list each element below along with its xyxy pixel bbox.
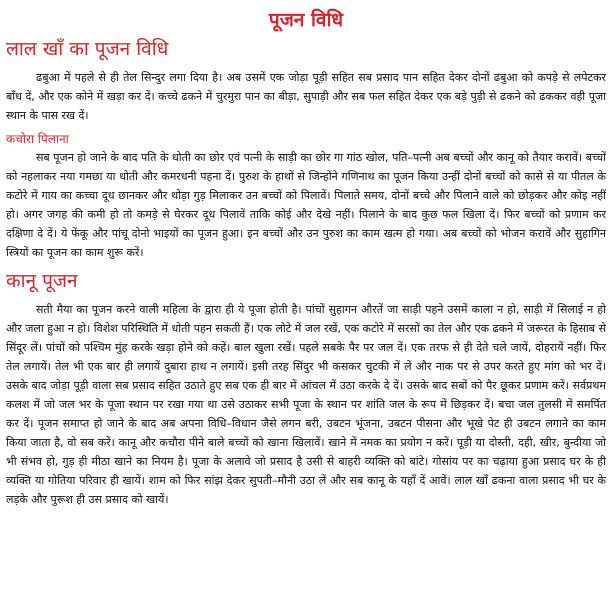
subheading-kachora-pilana: कचोरा पिलाना: [6, 132, 69, 146]
section-lal-khan-pujan: [6, 36, 606, 125]
document-title: पूजन विधि: [268, 9, 344, 31]
paragraph-kanu-pujan: सती मैया का पूजन करने वाली महिला के द्वारा ही ये पूजा होती है। पांचों सुहागन औरतें जा साड़ी पहने उसमें काला न हो, साड़ी में सिलाई न हो और जला हुआ न हो। विशेश परिस्थिति में धोती पहन सकती हैं। एक लोटे में जल रखें, एक कटोरे में सरसों का तेल और एक ढकने में जरूरत के हिसाब से सिंदूर लें। पांचों को पश्चिम मुंह करके खड़ा होने को कहें। बाल खुला रखें। पहले सबके पैर पर जल दें। एक तरफ से ही देते चले जायें, दोहरायें नहीं। फिर तेल लगायें। तेल भी एक बार ही लगायें दुबारा हाथ न लगायें। इसी तरह सिंदुर भी कसकर चुटकी में लें और नाक पर से उपर करते हुए मांग को भर दें। उसके बाद जोड़ा पूड़ी वाला सब प्रसाद सहित उठाते हुए सब एक ही बार में आंचल में उठा करके दे दें। उसके बाद सबों को पैर छूकर प्रणाम करें। सर्वप्रथम कलश में जो जल भर के पूजा स्थान पर रखा गया था उसे उठाकर सभी पूजा के स्थान पर शांति जल के रूप में छिड़कर दें। बचा जल तुलसी में समर्पित कर दें। पूजन समाप्त हो जाने के बाद अब अपना विधि–विधान जैसे लगन बरी, उबटन भूंजना, उबटन पीसना और भूखे पेट ही उबटन लगाने का काम किया जाता है, वो सब करें। कानू और कचौरा पीने बाले बच्चों को खाना खिलावें। खाने में नमक का प्रयोग न करें। पूड़ी या दोस्ती, दही, खीर, बुन्दीया जो भी संभव हो, गुड़ ही मीठा खाने का नियम है। पूजा के अलावे जो प्रसाद है उसी से बाहरी व्यक्ति को बांटे। गोसांय पर का चढ़ाया हुआ प्रसाद घर के ही व्यक्ति या गोतिया परिवार ही खायें। शाम को फिर सांझ देकर सुपती–मौनी उठा लें और सब कानू के यहाँ दें आवें। लाल खाँ ढकना वाला प्रसाद भी घर के लड़के और पुरूश ही उस प्रसाद को खायें।: [6, 303, 606, 506]
section-heading-kanu-pujan: कानू पूजन: [6, 270, 78, 292]
section-kanu-pujan: [6, 268, 606, 509]
paragraph-lal-khan: ढबुआ में पहले से ही तेल सिन्दुर लगा दिया है। अब उसमें एक जोड़ा पूड़ी सहित सब प्रसाद पान सहित देकर दोनों ढबुआ को कपड़े से लपेटकर बाँध दें, और एक कोने में खड़ा कर दें। कच्चे ढकने में चुरमुरा पान का बीड़ा, सुपाड़ी और सब फल सहित देकर एक बड़े पुड़ी से ढकने को ढककर वही पूजा स्थान के पास रख दें।: [6, 71, 606, 122]
section-heading-lal-khan: लाल खाँ का पूजन विधि: [6, 38, 169, 60]
document-page: [6, 8, 606, 509]
paragraph-kachora-pilana: सब पूजन हो जाने के बाद पति के धोती का छोर एवं पत्नी के साड़ी का छोर गा गांठ खोल, पति–पत्नी अब बच्चों और कानू को तैयार करावें। बच्चों को नहलाकर नया गमछा या धोती और कमरधनी पहना दें। पुरुश के हाथों से जिन्होंने गणिनाथ का पूजन किया उन्हीं दोनों बच्चों को कासे से या पीतल के कटोरे में गाय का कच्चा दूध छानकर और थोड़ा गुड़ मिलाकर उन बच्चों को पिलावें। पिलाते समय, दोनों बच्चे और पिलाने वाले को छोड़कर और कोइ नहीं हो। अगर जगह की कमी हो तो कमड़े से घेरकर दूध पिलावें ताकि कोई और देखे नहीं। पिलाने के बाद कुछ फल खिला दें। फिर बच्चों को प्रणाम कर दक्षिणा दे दें। ये फेंकू और पांचू दोनो भाइयों का पूजन हुआ। इन बच्चों और उन पुरुश का काम खत्म हो गया। अब बच्चों को भोजन करावें और सुहागिन स्त्रियों का पूजन का काम शुरू करें।: [6, 151, 606, 259]
section-kachora-pilana: [6, 131, 606, 262]
